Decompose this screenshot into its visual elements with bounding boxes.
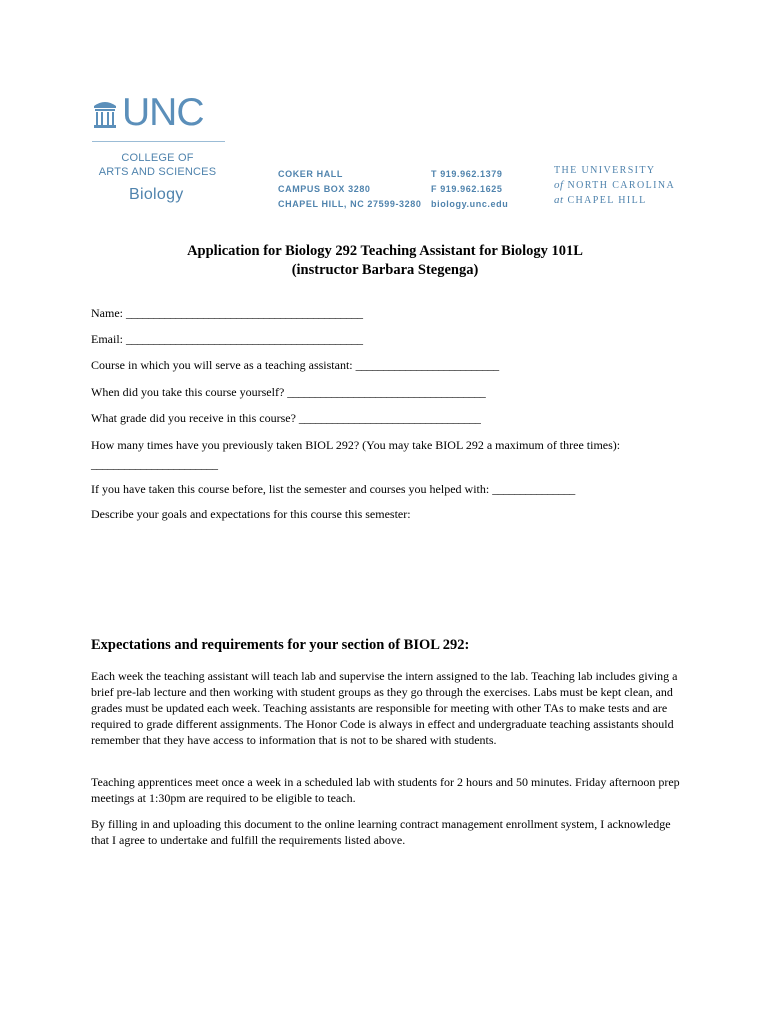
email-field[interactable] bbox=[91, 331, 363, 347]
name-field[interactable] bbox=[91, 305, 363, 321]
university-line-2 bbox=[554, 178, 675, 193]
university-line-3 bbox=[554, 193, 675, 208]
previous-courses-field[interactable] bbox=[91, 481, 575, 497]
fax-line: F 919.962.1625 bbox=[431, 184, 503, 194]
website-link[interactable]: biology.unc.edu bbox=[431, 199, 509, 209]
email-label: Email: bbox=[91, 332, 126, 346]
course-taken-blank[interactable]: ____________________________________ bbox=[287, 385, 486, 399]
university-name bbox=[554, 163, 675, 208]
course-taken-label: When did you take this course yourself? bbox=[91, 385, 288, 399]
university-prefix-at: at bbox=[554, 194, 564, 206]
college-line-1: COLLEGE OF bbox=[121, 152, 194, 164]
goals-answer-area[interactable] bbox=[91, 526, 681, 621]
address-line: CHAPEL HILL, NC 27599-3280 bbox=[278, 199, 422, 209]
previous-courses-label: If you have taken this course before, list the semester and courses you helped with: bbox=[91, 482, 493, 496]
contact-block bbox=[431, 167, 508, 212]
name-blank[interactable]: ___________________________________________ bbox=[126, 306, 363, 320]
university-state: NORTH CAROLINA bbox=[567, 180, 676, 191]
address-line: COKER HALL bbox=[278, 169, 343, 179]
university-prefix-of: of bbox=[554, 179, 564, 191]
university-line-1: THE UNIVERSITY bbox=[554, 165, 656, 176]
grade-blank[interactable]: _________________________________ bbox=[298, 411, 481, 425]
grade-field[interactable] bbox=[91, 410, 480, 426]
requirements-paragraph-1 bbox=[91, 668, 683, 748]
course-label: Course in which you will serve as a teaching assistant: bbox=[91, 358, 356, 372]
address-line: CAMPUS BOX 3280 bbox=[278, 184, 371, 194]
college-line-2: ARTS AND SCIENCES bbox=[98, 166, 217, 178]
unc-logo bbox=[92, 91, 204, 134]
department-name: Biology bbox=[129, 186, 184, 203]
logo-divider bbox=[92, 141, 225, 142]
email-blank[interactable]: ___________________________________________ bbox=[126, 332, 363, 346]
phone-line: T 919.962.1379 bbox=[431, 169, 503, 179]
grade-label: What grade did you receive in this course? bbox=[91, 411, 299, 425]
form-title-line-2: (instructor Barbara Stegenga) bbox=[291, 262, 479, 278]
paragraph-text: By filling in and uploading this document to the online learning contract management enrollment system, I acknowledge that I agree to undertake and fulfill the requirements listed above. bbox=[91, 817, 671, 847]
course-taken-field[interactable] bbox=[91, 384, 485, 400]
paragraph-text: Teaching apprentices meet once a week in a scheduled lab with students for 2 hours and 50 minutes. Friday afternoon prep meetings at 1:30pm are required to be eligible to teach. bbox=[91, 775, 680, 805]
form-title-line-1: Application for Biology 292 Teaching Assistant for Biology 101L bbox=[187, 243, 583, 259]
address-block bbox=[278, 167, 421, 212]
university-location: CHAPEL HILL bbox=[567, 195, 647, 206]
name-label: Name: bbox=[91, 306, 126, 320]
old-well-icon bbox=[92, 97, 118, 129]
requirements-paragraph-2 bbox=[91, 774, 683, 806]
logo-wordmark: UNC bbox=[122, 91, 204, 134]
acknowledgement-paragraph bbox=[91, 816, 683, 848]
paragraph-text: Each week the teaching assistant will teach lab and supervise the intern assigned to the lab. Teaching lab includes giving a brief pre-lab lecture and then working with student groups as they go through the exercises. Labs must be kept clean, and grades must be updated each week. Teaching assistants are responsible for meeting with other TAs to make tests and are required to grade different assignments. The Honor Code is always in effect and undergraduate teaching assistants should remember that they have access to information that is not to be shared with students. bbox=[91, 669, 678, 747]
course-field[interactable] bbox=[91, 357, 499, 373]
goals-label: Describe your goals and expectations for this course this semester: bbox=[91, 507, 411, 521]
times-taken-blank[interactable] bbox=[91, 456, 218, 472]
course-blank[interactable]: __________________________ bbox=[355, 358, 499, 372]
times-taken-label: How many times have you previously taken BIOL 292? (You may take BIOL 292 a maximum of three times): bbox=[91, 438, 621, 452]
requirements-heading: Expectations and requirements for your section of BIOL 292: bbox=[91, 637, 470, 653]
previous-courses-blank[interactable]: _______________ bbox=[492, 482, 575, 496]
times-taken-line[interactable]: _______________________ bbox=[91, 457, 218, 471]
